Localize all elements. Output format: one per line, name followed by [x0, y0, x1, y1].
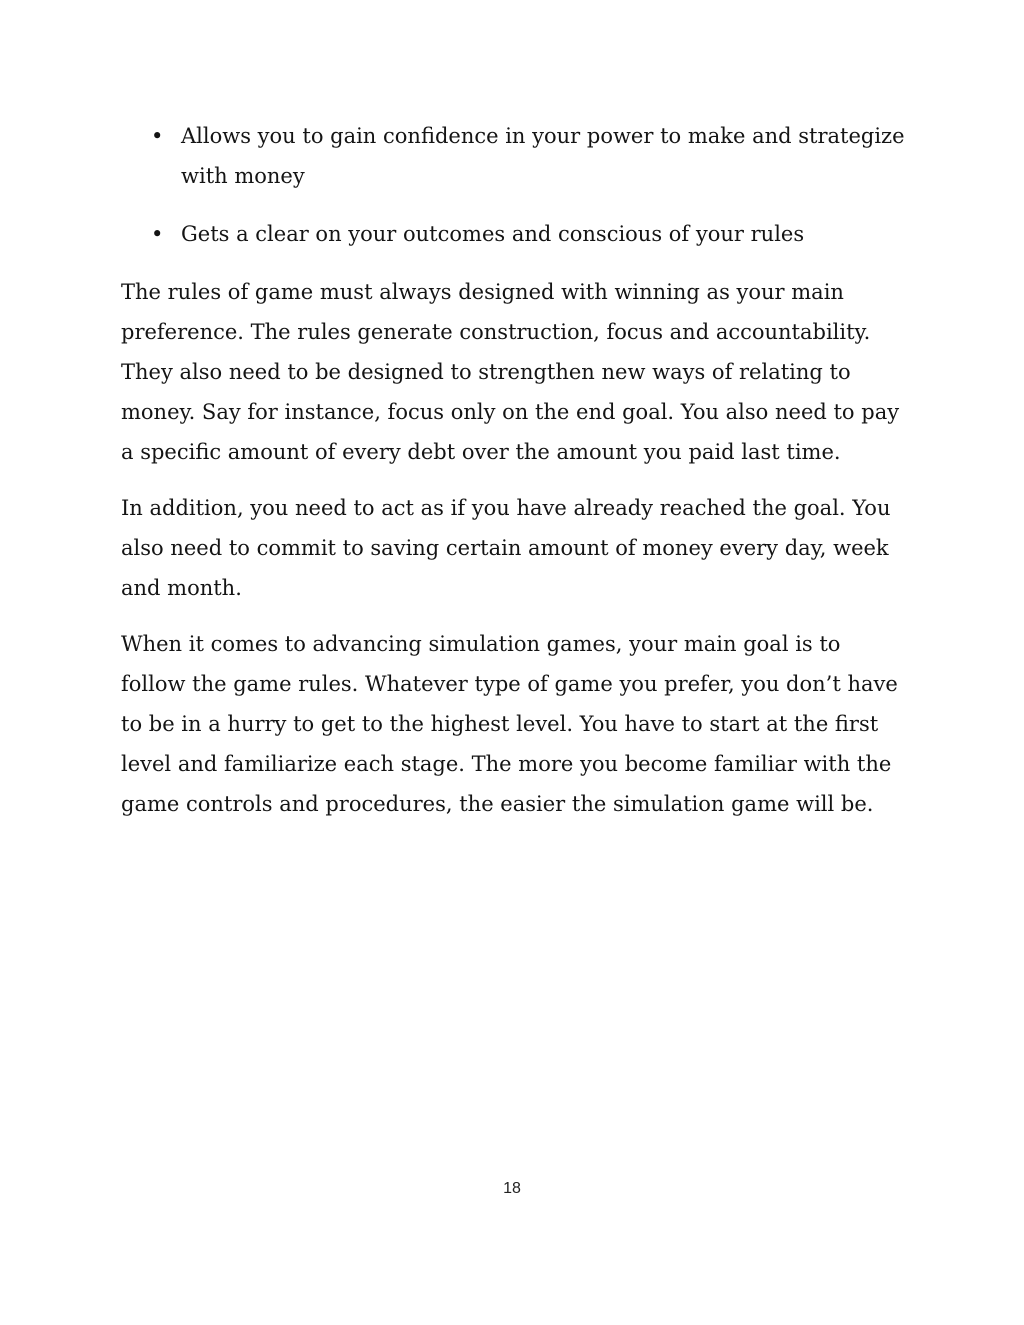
paragraph-rules-of-game: The rules of game must always designed with winning as your main preference. The rules generate construction, focus and accountability. They also need to be designed to strengthen new ways of relating to money. Say for instance, focus only on the end goal. You also need to pay a specific amount of every debt over the amount you paid last time. [121, 280, 900, 464]
page-body [121, 116, 911, 840]
bullet-text: Gets a clear on your outcomes and conscious of your rules [181, 222, 805, 246]
page-number: 18 [503, 1180, 521, 1197]
bullet-text: Allows you to gain confidence in your power to make and strategize with money [181, 124, 905, 188]
paragraph-in-addition: In addition, you need to act as if you have already reached the goal. You also need to commit to saving certain amount of money every day, week and month. [121, 496, 891, 600]
paragraph-simulation-games: When it comes to advancing simulation games, your main goal is to follow the game rules. Whatever type of game you prefer, you don’t have to be in a hurry to get to the highest level. You have to start at the first level and familiarize each stage. The more you become familiar with the game controls and procedures, the easier the simulation game will be. [121, 632, 898, 816]
bullet-item [121, 116, 911, 196]
bullet-list [121, 116, 911, 254]
bullet-dot-icon: • [151, 124, 164, 148]
bullet-dot-icon: • [151, 222, 164, 246]
bullet-item [121, 214, 911, 254]
